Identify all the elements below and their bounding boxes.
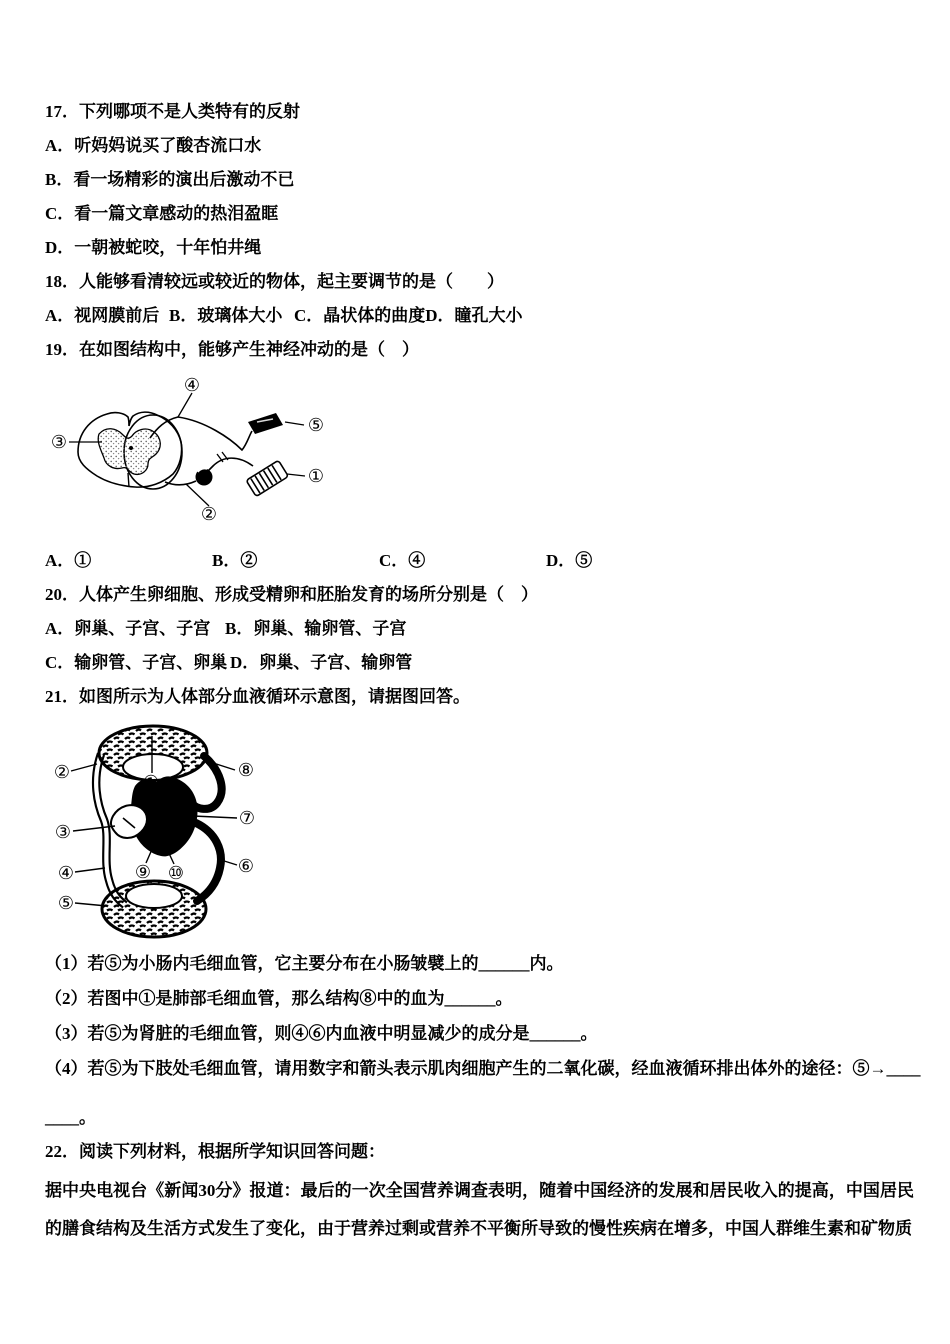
label-7: ⑦ (238, 808, 256, 828)
fiber-tick-marks (217, 452, 228, 462)
label-10: ⑩ (167, 863, 185, 883)
q21-sub-question-1: （1）若⑤为小肠内毛细血管，它主要分布在小肠皱襞上的______内。 (45, 954, 564, 973)
question-22-stem: 22．阅读下列材料，根据所学知识回答问题： (45, 1142, 385, 1161)
label-9: ⑨ (134, 862, 152, 882)
q20-option-b: B．卵巢、输卵管、子宫 (225, 619, 407, 638)
q20-option-a: A．卵巢、子宫、子宫 (45, 619, 211, 638)
q19-options-row (45, 544, 914, 578)
q17-option-a: A．听妈妈说买了酸杏流口水 (45, 136, 262, 155)
q19-option-d: D．⑤ (546, 551, 593, 570)
q21-sub-question-4: （4）若⑤为下肢处毛细血管，请用数字和箭头表示肌肉细胞产生的二氧化碳，经血液循环排出体外的途径：⑤→____ (45, 1059, 921, 1078)
label-3: ③ (54, 822, 72, 842)
q21-sub-question-2: （2）若图中①是肺部毛细血管，那么结构⑧中的血为______。 (45, 989, 513, 1008)
question-19-stem: 19．在如图结构中，能够产生神经冲动的是（ ） (45, 340, 419, 359)
q20-options-row-2 (45, 646, 914, 680)
q21-sub-question-4-continuation: ____。 (45, 1108, 96, 1127)
q18-option-d: D．瞳孔大小 (425, 306, 523, 325)
q20-option-c: C．输卵管、子宫、卵巢 (45, 653, 228, 672)
q18-options-row (45, 299, 914, 333)
question-18-stem: 18．人能够看清较远或较近的物体，起主要调节的是（ ） (45, 272, 504, 291)
label-8: ⑧ (237, 760, 255, 780)
sensory-fiber (206, 458, 253, 473)
q22-reading-material: 据中央电视台《新闻30分》报道：最后的一次全国营养调查表明，随着中国经济的发展和居民收入的提高，中国居民的膳食结构及生活方式发生了变化，由于营养过剩或营养不平衡所导致的慢性疾病在增多，中国人群维生素和矿物质 (45, 1181, 914, 1238)
q19-option-c: C．④ (379, 551, 426, 570)
q19-option-b: B．② (212, 551, 258, 570)
label-5: ⑤ (307, 415, 325, 435)
label-2: ② (200, 504, 218, 524)
q17-option-d: D．一朝被蛇咬，十年怕井绳 (45, 238, 262, 257)
q17-option-b: B．看一场精彩的演出后激动不已 (45, 170, 295, 189)
label-2: ② (53, 762, 71, 782)
label-4: ④ (183, 375, 201, 395)
question-20-stem: 20．人体产生卵细胞、形成受精卵和胚胎发育的场所分别是（ ） (45, 585, 538, 604)
q20-option-d: D．卵巢、子宫、输卵管 (230, 653, 413, 672)
q18-option-b: B．玻璃体大小 (169, 306, 283, 325)
label-3: ③ (50, 432, 68, 452)
reflex-arc-figure (45, 370, 345, 542)
q19-option-a: A．① (45, 551, 92, 570)
label-1: ① (142, 772, 160, 792)
question-21-stem: 21．如图所示为人体部分血液循环示意图，请据图回答。 (45, 687, 470, 706)
question-17-stem: 17．下列哪项不是人类特有的反射 (45, 102, 300, 121)
q20-options-row-1 (45, 612, 914, 646)
q17-option-c: C．看一篇文章感动的热泪盈眶 (45, 204, 279, 223)
right-lower-vessel (196, 823, 221, 901)
label-1: ① (307, 466, 325, 486)
capillary-bed-bottom-inner (126, 884, 182, 908)
q18-option-a: A．视网膜前后 (45, 306, 160, 325)
q18-option-c: C．晶状体的曲度 (294, 306, 426, 325)
label-4: ④ (57, 863, 75, 883)
effector (248, 413, 283, 434)
q21-sub-question-3: （3）若⑤为肾脏的毛细血管，则④⑥内血液中明显减少的成分是______。 (45, 1024, 598, 1043)
label-6: ⑥ (237, 856, 255, 876)
blood-circulation-figure (47, 720, 297, 942)
central-canal (129, 446, 133, 450)
posterior-fissure (128, 473, 129, 487)
label-5: ⑤ (57, 893, 75, 913)
